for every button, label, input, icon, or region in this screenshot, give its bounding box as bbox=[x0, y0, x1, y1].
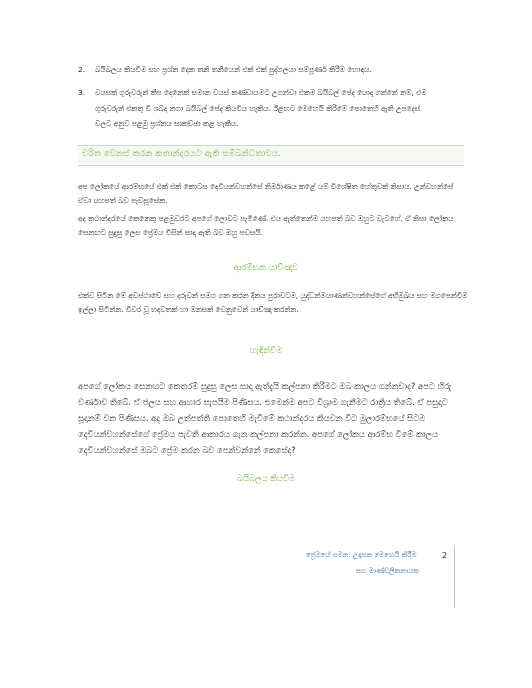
footer-subtitle: සහ මාණ්ඩලිකනායක bbox=[356, 567, 419, 575]
footer-divider bbox=[454, 546, 455, 608]
section-header-box bbox=[78, 145, 464, 166]
list-text: වයසක් ගුරුවරුන් කීප දෙනෙක් සමාන වයස් කණ්ඩායමට උගන්වා එකම බයිබල් පේද යොදා ගන්නේ නම්, එම ගුරුවරුන් එකතු වී ශබ්ද නගා බයිබල් පේද කියවිය හැකිය. ඊළඟට මෙහෙයි කිරීමේ පොතෙහි ඇති උපදෙස් වලට අනුව පළමු ප්‍රශ්නය සාකච්ඡා කළ හැකිය. bbox=[95, 88, 427, 128]
paragraph-creation-purpose: අප ලෝකයේ ආරම්භයේ එක් එක් කොටස දෙවියන්වහන්සේ නිර්මාණය කළේ යම් විශේෂිත හේතුවක් නිසාය. උන්වහන්සේ ඒවා යහපත් බව පැවසූසේක. bbox=[78, 182, 454, 205]
paragraph-story-link: අද කථාන්දරයේ කෙනෙකු පළමුවරට අපගේ ලොවට පැමිණේ. එය ඇත්තෙන්ම යහපත් බව ඔහුට වැටහේ. ඒ නිසා ලෝකය සෙනඟට සුදුසු ලෙස ප්‍රේමය විසින් සාදා ඇති බව ඔහු පවසයි. bbox=[78, 214, 454, 237]
page-number: 2 bbox=[442, 551, 448, 560]
list-number: 2. bbox=[78, 65, 86, 74]
heading-bible-reading: බයිබලය කියවීම bbox=[237, 473, 295, 483]
footer-title: ප්‍රේමයේ ගමන: උදෑසන මෙහෙයි කිරීම bbox=[306, 551, 417, 559]
list-text: බයිබලය කියවීම සහ ප්‍රශ්න දෙක තනි තනියෙන් එක් එක් පුද්ගලයා සම්පූර්ණ කිරීම හොඳය. bbox=[95, 65, 372, 74]
section-title: චරිත වෙනස් කරන කතාන්දරයට ඇති සම්බන්ධතාවය. bbox=[82, 149, 282, 159]
heading-introduction: හැඳින්වීම bbox=[249, 345, 283, 355]
list-number: 3. bbox=[78, 88, 86, 97]
heading-opening-prayer: ආරම්භක යාච්ඤාව bbox=[233, 262, 299, 272]
paragraph-introduction: අපගේ ලෝකය සෙනඟට කෙතරම් සුදුසු ලෙස සාදා ඇත්දැයි කල්පනා කිරීමට ඔබ කාලය ගන්නවාද? අපට හිරු වර්ණාව තිබේ. ඒ ජලය සහ ආහාර සැපයීම පිණිසය. එමෙන්ම අපට විශ්‍රාම ගැනීමට රාත්‍රිය තිබේ. ඒ පසුදාට සූදානම් වන පිණිසය. අද ඔබ උත්පත්ති පොතෙහි මැවීමේ කථාන්දරය කියවන විට මුලාරම්භයේ සිටම දෙවියන්වහන්සේගේ ප්‍රේමය පැවති ආකාරය ගැන කල්පනා කරන්න. අපගේ ලෝකය ආරම්භ වීමේ කාලය දෙවියන්වහන්සේ ඔබට ප්‍රේම කරන බව පෙන්වන්නේ කෙසේද? bbox=[78, 381, 452, 455]
paragraph-prayer: එක්ව සිටින මේ අවස්ථාවේ සහ දරුවන් සමග ගත කරන දිනය පුරාවටම, යුද්ධන්මයාණන්වහන්සේගේ අභිමුඛය සහ මගපෙන්වීම ඉල්ලා සිටින්න. විවර වූ හදවතක් හා මනසක් වෙනුවෙන් යාච්ඤා කරන්න. bbox=[78, 291, 468, 314]
